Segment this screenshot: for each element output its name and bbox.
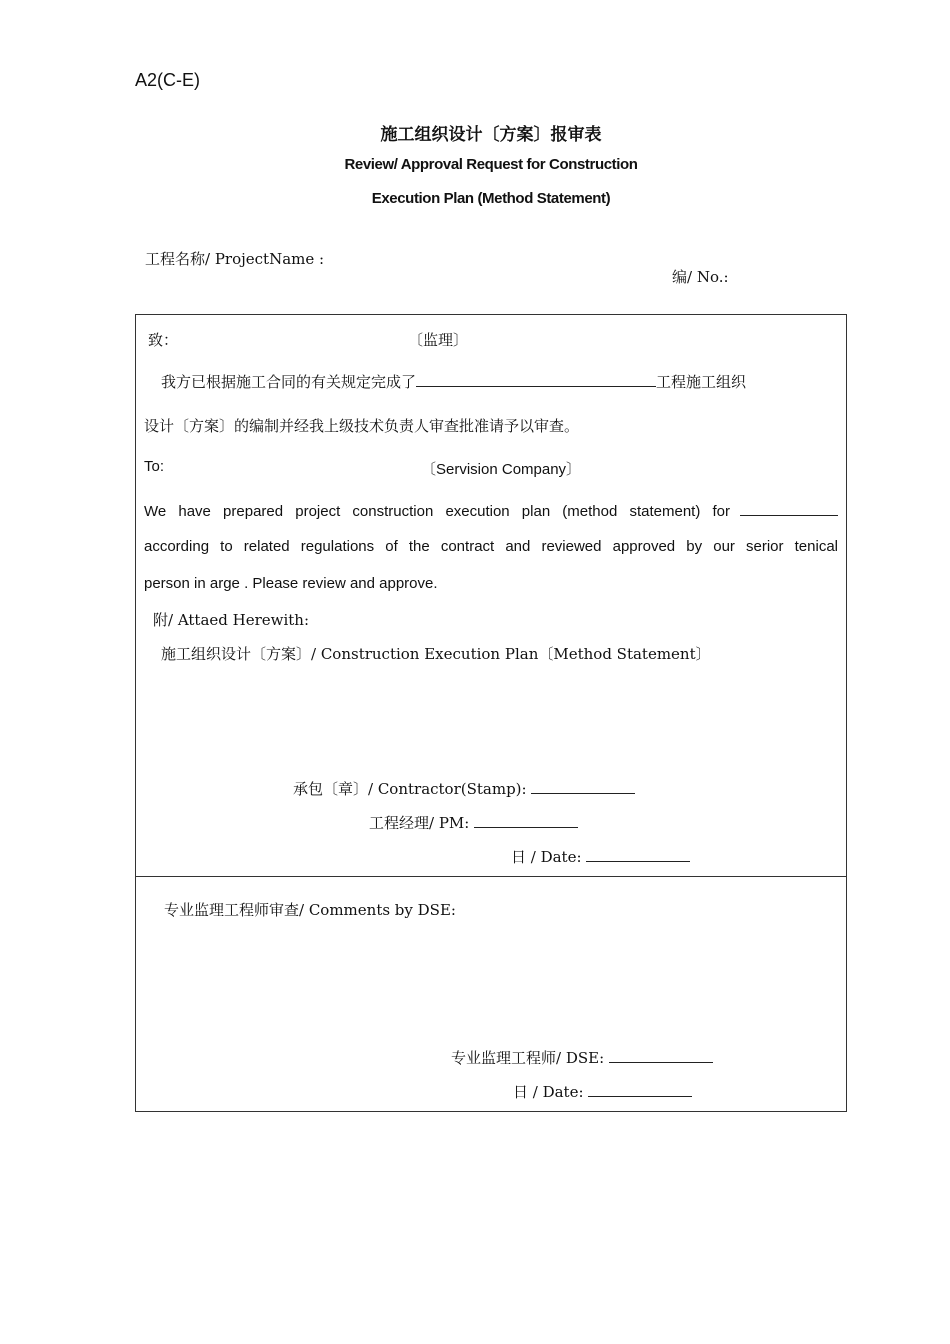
review-date-line [588,1082,692,1097]
document-number-label: 编/ No.: [672,268,729,286]
form-code: A2(C-E) [135,70,201,90]
attached-item: 施工组织设计〔方案〕/ Construction Execution Plan〔Method Statement〕 [161,645,711,663]
to-cn-org: 〔监理〕 [408,331,469,349]
body-en-line1 [144,501,838,520]
dse-field [451,1047,713,1068]
pm-line [474,813,578,828]
review-date-label: 日 / Date: [513,1083,584,1101]
contractor-stamp-label: 承包〔章〕/ Contractor(Stamp): [293,780,527,798]
attached-label: 附/ Attaed Herewith: [153,611,310,629]
dse-label: 专业监理工程师/ DSE: [451,1049,605,1067]
submission-date-line [586,847,690,862]
contractor-stamp-field [293,778,635,799]
project-name-label: 工程名称/ ProjectName : [145,250,325,268]
comments-label: 专业监理工程师审查/ Comments by DSE: [164,901,456,919]
body-en-line2: according to related regulations of the contract and reviewed approved by our serior tenical [144,538,838,555]
submission-date-field [511,846,690,867]
body-cn-line2: 设计〔方案〕的编制并经我上级技术负责人审查批准请予以审查。 [144,417,580,435]
to-cn-label: 致： [148,331,179,349]
page-title-en-line1: Review/ Approval Request for Construction [344,156,638,173]
project-blank-line [416,372,656,387]
to-en-label: To: [144,458,165,475]
submission-date-label: 日 / Date: [511,848,582,866]
pm-label: 工程经理/ PM: [369,814,470,832]
to-en-org: 〔Servision Company〕 [421,461,582,478]
dse-line [609,1048,713,1063]
body-cn-line1-end: 工程施工组织 [656,373,747,391]
plan-blank-line [740,501,838,516]
body-en-line3: person in arge . Please review and approve. [144,575,438,592]
review-date-field [513,1081,692,1102]
review-section [135,876,847,1112]
submission-section [135,314,847,877]
contractor-stamp-line [531,779,635,794]
page-title-en-line2: Execution Plan (Method Statement) [371,190,611,207]
page-title-cn: 施工组织设计〔方案〕报审表 [380,125,602,145]
body-en-line1-text: We have prepared project construction execution plan (method statement) for [144,503,730,520]
pm-field [369,812,578,833]
body-cn-line1-start: 我方已根据施工合同的有关规定完成了 [161,373,417,391]
body-cn-line1 [161,371,746,392]
